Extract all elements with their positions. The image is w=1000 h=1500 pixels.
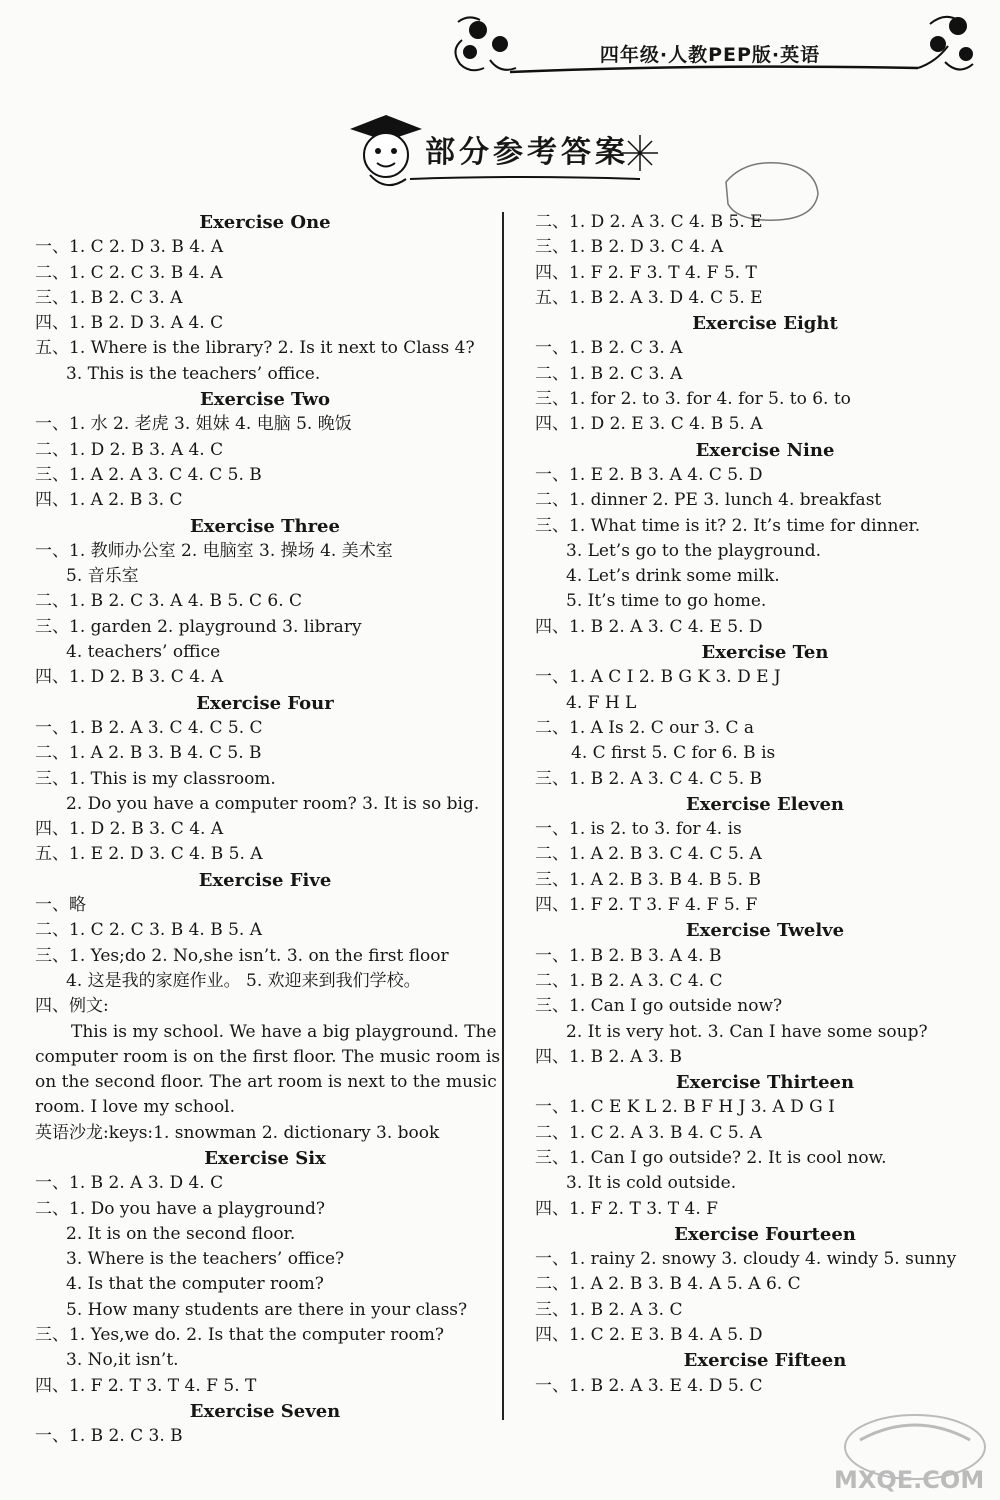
answer-line: 四、1. F 2. T 3. T 4. F: [535, 1198, 718, 1219]
answer-line: 3. It is cold outside.: [566, 1173, 737, 1194]
answer-line: 三、1. What time is it? 2. It’s time for dinner.: [535, 515, 921, 536]
answer-line: 2. Do you have a computer room? 3. It is so big.: [66, 793, 480, 814]
answer-line: 一、略: [35, 895, 86, 916]
answer-line: 二、1. A 2. B 3. B 4. A 5. A 6. C: [535, 1274, 801, 1295]
answer-line: 四、1. B 2. A 3. C 4. E 5. D: [535, 616, 763, 637]
answer-line: 四、1. C 2. E 3. B 4. A 5. D: [535, 1325, 763, 1346]
answer-line: computer room is on the first floor. The music room is: [35, 1046, 501, 1067]
exercise-heading: Exercise Five: [198, 869, 332, 891]
answer-line: 4. Is that the computer room?: [66, 1274, 324, 1295]
answer-line: 一、1. C 2. D 3. B 4. A: [35, 237, 224, 258]
answer-line: This is my school. We have a big playground. The: [71, 1021, 497, 1042]
watermark-text: MXQE.COM: [834, 1466, 985, 1494]
answer-line: 4. C first 5. C for 6. B is: [571, 743, 776, 764]
graduate-cartoon-icon: [350, 115, 422, 185]
answer-line: 3. Where is the teachers’ office?: [66, 1249, 345, 1270]
answer-line: 一、1. B 2. C 3. A: [535, 338, 683, 359]
answer-line: 4. Let’s drink some milk.: [566, 566, 780, 587]
answer-line: 四、1. F 2. T 3. T 4. F 5. T: [35, 1375, 257, 1396]
answer-line: 四、1. B 2. A 3. B: [535, 1046, 682, 1067]
exercise-heading: Exercise Fourteen: [674, 1223, 856, 1245]
answer-line: 三、1. Can I go outside now?: [535, 996, 783, 1017]
answer-line: 一、1. A C I 2. B G K 3. D E J: [535, 667, 781, 688]
exercise-heading: Exercise Twelve: [685, 920, 845, 942]
answer-line: room. I love my school.: [35, 1097, 236, 1118]
answer-line: 四、1. A 2. B 3. C: [35, 490, 183, 511]
exercise-heading: Exercise Fifteen: [683, 1350, 847, 1372]
left-flower-icon: [455, 17, 516, 70]
exercise-heading: Exercise Seven: [189, 1400, 341, 1422]
answer-line: 五、1. Where is the library? 2. Is it next to Class 4?: [35, 338, 475, 359]
answer-line: 4. teachers’ office: [66, 642, 221, 663]
answer-line: 2. It is on the second floor.: [66, 1223, 296, 1244]
answer-line: 五、1. E 2. D 3. C 4. B 5. A: [35, 844, 263, 865]
answer-line: 二、1. C 2. A 3. B 4. C 5. A: [535, 1122, 762, 1143]
answer-line: 5. 音乐室: [66, 566, 139, 587]
answer-line: 一、1. rainy 2. snowy 3. cloudy 4. windy 5. sunny: [535, 1249, 957, 1270]
answer-line: 三、1. A 2. B 3. B 4. B 5. B: [535, 869, 761, 890]
answer-line: 5. How many students are there in your class?: [66, 1299, 468, 1320]
answer-line: 三、1. B 2. D 3. C 4. A: [535, 237, 724, 258]
left-answer-column: [35, 210, 501, 1450]
answer-line: 三、1. for 2. to 3. for 4. for 5. to 6. to: [535, 389, 851, 410]
answer-line: 3. Let’s go to the playground.: [566, 540, 822, 561]
title-underline: [410, 177, 640, 179]
answer-line: 一、1. B 2. A 3. E 4. D 5. C: [535, 1375, 763, 1396]
answer-line: 一、1. 水 2. 老虎 3. 姐妹 4. 电脑 5. 晚饭: [35, 414, 352, 435]
exercise-heading: Exercise Nine: [695, 439, 835, 461]
answer-line: 三、1. Yes;do 2. No,she isn’t. 3. on the first floor: [35, 945, 449, 966]
answer-line: 三、1. B 2. A 3. C 4. C 5. B: [535, 768, 763, 789]
answer-line: 三、1. garden 2. playground 3. library: [35, 616, 362, 637]
answer-line: 三、1. B 2. A 3. C: [535, 1299, 683, 1320]
right-flower-icon: [918, 17, 973, 70]
section-title-block: [340, 105, 670, 195]
exercise-heading: Exercise Four: [196, 692, 334, 714]
exercise-heading: Exercise Three: [190, 515, 340, 537]
exercise-heading: Exercise One: [199, 212, 331, 233]
answer-line: 二、1. dinner 2. PE 3. lunch 4. breakfast: [535, 490, 882, 511]
answer-line: 四、1. F 2. F 3. T 4. F 5. T: [535, 262, 757, 283]
answer-line: 二、1. D 2. A 3. C 4. B 5. E: [535, 212, 763, 232]
answer-line: 一、1. B 2. A 3. C 4. C 5. C: [35, 717, 263, 738]
section-title: 部分参考答案: [425, 135, 629, 170]
answer-line: 四、例文:: [35, 996, 109, 1017]
answer-line: 5. It’s time to go home.: [566, 591, 767, 612]
exercise-heading: Exercise Eight: [692, 313, 838, 335]
answer-line: 四、1. B 2. D 3. A 4. C: [35, 313, 224, 334]
answer-line: 4. 这是我的家庭作业。 5. 欢迎来到我们学校。: [66, 970, 421, 991]
answer-line: 一、1. E 2. B 3. A 4. C 5. D: [535, 464, 763, 485]
answer-line: 3. No,it isn’t.: [66, 1350, 179, 1371]
column-divider: [502, 212, 504, 1420]
answer-line: 二、1. A 2. B 3. B 4. C 5. B: [35, 743, 262, 764]
exercise-heading: Exercise Ten: [701, 642, 829, 664]
answer-line: 二、1. C 2. C 3. B 4. B 5. A: [35, 920, 263, 941]
answer-line: 四、1. D 2. B 3. C 4. A: [35, 819, 224, 840]
exercise-heading: Exercise Thirteen: [675, 1072, 855, 1094]
answer-line: 三、1. Can I go outside? 2. It is cool now.: [535, 1147, 887, 1168]
answer-line: 三、1. This is my classroom.: [35, 768, 276, 789]
page-header: [0, 0, 1000, 100]
answer-line: 一、1. 教师办公室 2. 电脑室 3. 操场 4. 美术室: [35, 540, 393, 561]
answer-line: 二、1. B 2. C 3. A: [535, 363, 683, 384]
exercise-heading: Exercise Eleven: [685, 793, 845, 815]
answer-line: 五、1. B 2. A 3. D 4. C 5. E: [535, 287, 763, 308]
answer-line: 二、1. Do you have a playground?: [35, 1198, 325, 1219]
answer-line: 二、1. A 2. B 3. C 4. C 5. A: [535, 844, 762, 865]
answer-line: 二、1. B 2. A 3. C 4. C: [535, 970, 723, 991]
answer-line: 四、1. F 2. T 3. F 4. F 5. F: [535, 895, 758, 916]
header-title: 四年级·人教PEP版·英语: [599, 44, 821, 66]
answer-line: 一、1. C E K L 2. B F H J 3. A D G I: [535, 1097, 835, 1118]
right-answer-column: [535, 210, 995, 1399]
answer-line: 一、1. B 2. A 3. D 4. C: [35, 1173, 224, 1194]
answer-line: 4. F H L: [566, 692, 637, 713]
answer-line: 英语沙龙:keys:1. snowman 2. dictionary 3. book: [35, 1122, 440, 1143]
answer-site-watermark-icon: [820, 1402, 995, 1497]
answer-line: 2. It is very hot. 3. Can I have some soup?: [566, 1021, 928, 1042]
answer-line: 二、1. D 2. B 3. A 4. C: [35, 439, 224, 460]
answer-line: 三、1. B 2. C 3. A: [35, 287, 183, 308]
answer-line: 二、1. B 2. C 3. A 4. B 5. C 6. C: [35, 591, 303, 612]
answer-line: 二、1. A Is 2. C our 3. C a: [535, 717, 755, 738]
answer-line: 二、1. C 2. C 3. B 4. A: [35, 262, 223, 283]
answer-line: 四、1. D 2. B 3. C 4. A: [35, 667, 224, 688]
exercise-heading: Exercise Six: [204, 1147, 326, 1169]
answer-line: 三、1. A 2. A 3. C 4. C 5. B: [35, 464, 262, 485]
answer-line: 3. This is the teachers’ office.: [66, 363, 321, 384]
answer-line: 四、1. D 2. E 3. C 4. B 5. A: [535, 414, 763, 435]
answer-line: on the second floor. The art room is next to the music: [35, 1072, 497, 1093]
answer-line: 三、1. Yes,we do. 2. Is that the computer room?: [35, 1325, 445, 1346]
answer-line: 一、1. B 2. B 3. A 4. B: [535, 945, 722, 966]
exercise-heading: Exercise Two: [200, 389, 330, 411]
answer-line: 一、1. B 2. C 3. B: [35, 1426, 183, 1447]
answer-line: 一、1. is 2. to 3. for 4. is: [535, 819, 742, 840]
